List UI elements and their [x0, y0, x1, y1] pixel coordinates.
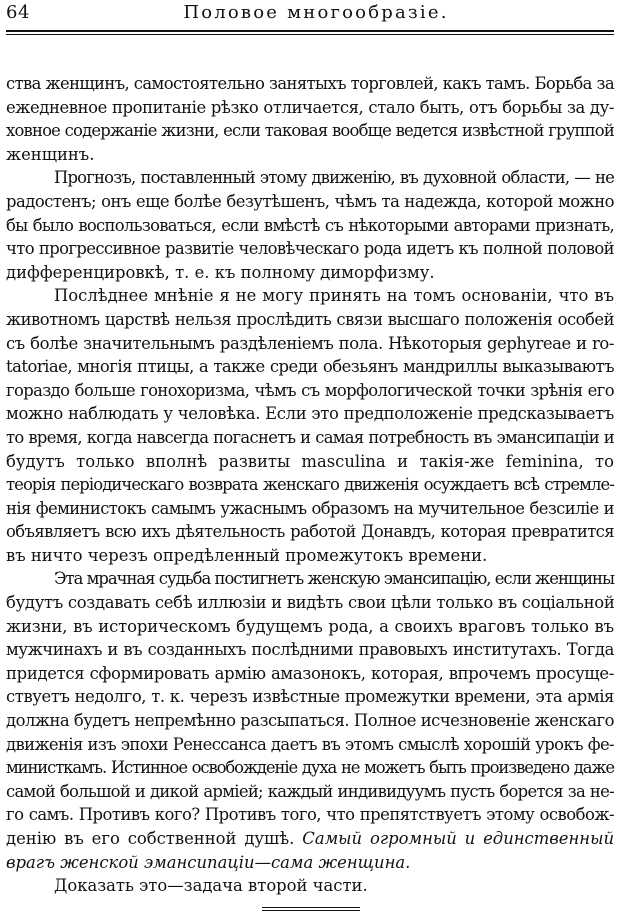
text-line: что прогрессивное развитіе человѣческаго рода идетъ къ полной половой: [6, 239, 614, 259]
page-header: [6, 0, 614, 28]
page-number: 64: [6, 2, 30, 23]
text-line: дифференцировкѣ, т. е. къ полному диморфизму.: [6, 262, 435, 282]
header-double-rule: [6, 30, 614, 35]
text-line: Эта мрачная судьба постигнетъ женскую эмансипацію, если женщины: [54, 569, 614, 589]
text-line: придется сформировать армію амазонокъ, которая, впрочемъ просуще-: [6, 663, 614, 683]
text-line: ства женщинъ, самостоятельно занятыхъ торговлей, какъ тамъ. Борьба за: [6, 74, 614, 93]
italic-emphasis-line: врагъ женской эмансипаціи—сама женщина.: [6, 852, 411, 872]
text-line: можно наблюдать у человѣка. Если это предположеніе предсказываетъ: [6, 404, 614, 424]
paragraph: [6, 874, 614, 898]
text-line: теорія періодическаго возврата женскаго движенія осуждаетъ всѣ стремле-: [6, 475, 614, 495]
text-line-mixed: [6, 827, 614, 851]
text-line: tatoriae, многія птицы, а также среди обезьянъ мандриллы выказываютъ: [6, 357, 614, 377]
body-text: [6, 72, 614, 898]
paragraph: [6, 284, 614, 567]
text-line: будутъ создавать себѣ иллюзіи и видѣть свои цѣли только въ соціальной: [6, 593, 615, 613]
text-line: движенія изъ эпохи Ренессанса даетъ въ этомъ смыслѣ хорошій урокъ фе-: [6, 734, 614, 754]
italic-emphasis: Самый огромный и единственный: [302, 829, 615, 848]
text-line: будутъ только вполнѣ развиты masculina и такія-же feminina, то: [6, 451, 614, 471]
text-line: объявляетъ всю ихъ дѣятельность работой Донавдъ, которая превратится: [6, 522, 614, 542]
text-line: го самъ. Противъ кого? Противъ того, что препятствуетъ этому освобож-: [6, 805, 614, 825]
text-line: ховное содержаніе жизни, если таковая вообще ведется извѣстной группой: [6, 121, 614, 141]
text-line: ствуетъ недолго, т. к. черезъ извѣстные промежутки времени, эта армія: [6, 687, 614, 707]
text-line: съ болѣе значительнымъ раздѣленіемъ пола. Нѣкоторыя gephyreae и ro-: [6, 333, 614, 353]
text-line: самой большой и дикой арміей; каждый индивидуумъ пусть борется за не-: [6, 781, 614, 801]
text-line: ежедневное пропитаніе рѣзко отличается, стало быть, отъ борьбы за ду-: [6, 97, 614, 117]
text-line: животномъ царствѣ нельзя прослѣдить связи высшаго положенія особей: [6, 309, 614, 329]
text-line: женщинъ.: [6, 144, 95, 164]
footer-ornament-rule: [262, 907, 360, 911]
paragraph: [6, 567, 614, 874]
text-line: мужчинахъ и въ созданныхъ послѣдними правовыхъ институтахъ. Тогда: [6, 640, 614, 660]
text-line: Прогнозъ, поставленный этому движенію, въ духовной области, — не: [54, 168, 614, 188]
running-title: Половое многообразіе.: [183, 2, 449, 23]
text-line: бы было воспользоваться, если вмѣстѣ съ нѣкоторыми авторами признать,: [6, 215, 614, 235]
text-segment: денію въ его собственной душѣ.: [6, 829, 303, 848]
text-line: радостенъ; онъ еще болѣе безутѣшенъ, чѣмъ та надежда, которой можно: [6, 191, 614, 211]
text-line: гораздо больше гонохоризма, чѣмъ съ морфологической точки зрѣнія его: [6, 380, 614, 400]
text-line: нія феминистокъ самымъ ужаснымъ образомъ на мучительное безсиліе и: [6, 498, 614, 518]
text-line: въ ничто черезъ опредѣленный промежутокъ времени.: [6, 545, 488, 565]
text-line: то время, когда навсегда погаснетъ и самая потребность въ эмансипаціи и: [6, 427, 614, 447]
paragraph: [6, 72, 614, 166]
text-line: Доказать это—задача второй части.: [54, 876, 368, 896]
paragraph: [6, 166, 614, 284]
text-line: жизни, въ историческомъ будущемъ рода, а своихъ враговъ только въ: [6, 616, 614, 636]
text-line: Послѣднее мнѣніе я не могу принять на томъ основаніи, что въ: [54, 286, 614, 306]
text-line: должна будетъ непремѣнно разсыпаться. Полное исчезновеніе женскаго: [6, 711, 614, 731]
text-line: министкамъ. Истинное освобожденіе духа не можетъ быть произведено даже: [6, 758, 614, 778]
